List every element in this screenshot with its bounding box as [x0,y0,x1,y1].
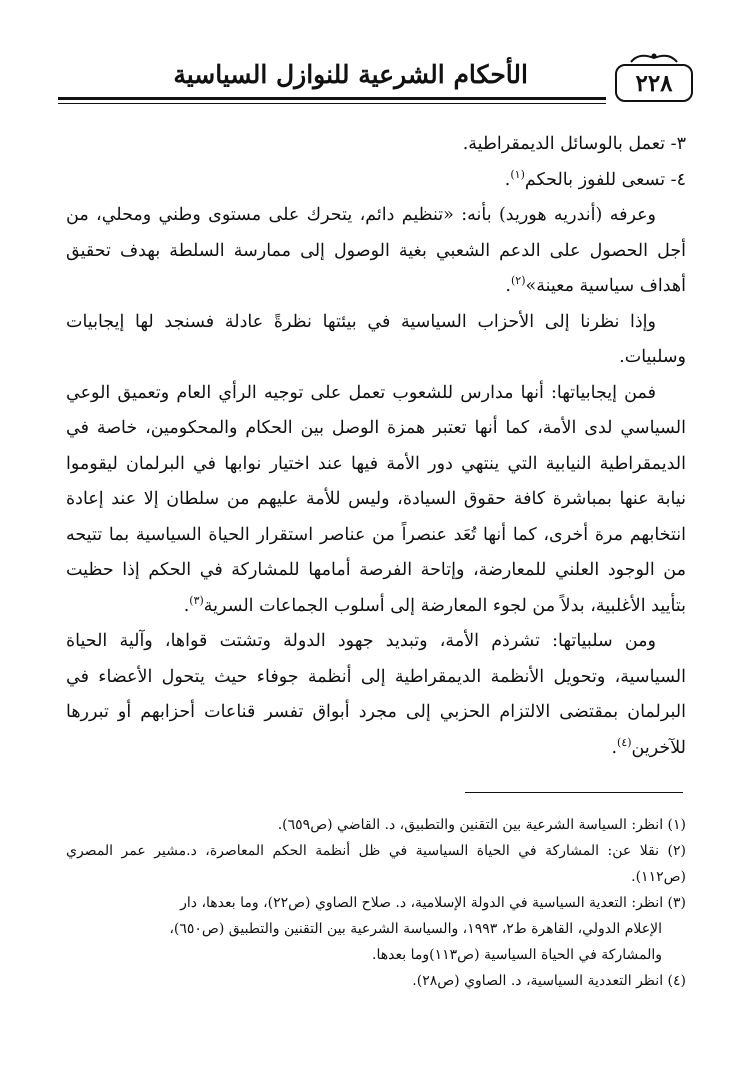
header-rule-thin [58,103,606,104]
running-header [58,52,693,108]
paragraph: وإذا نظرنا إلى الأحزاب السياسية في بيئتها نظرةً عادلة فسنجد لها إيجابيات وسلبيات. [66,311,686,367]
footnote-ref: (٢) [511,274,526,288]
page-number: ٢٢٨ [635,69,673,97]
footnote-continuation: الإعلام الدولي، القاهرة ط٢، ١٩٩٣، والسياسة الشرعية بين التقنين والتطبيق (ص٦٥٠)، [169,921,662,937]
footnote: (٤) انظر التعددية السياسية، د. الصاوي (ص٢٨). [412,973,686,989]
footnote: (٣) انظر: التعدية السياسية في الدولة الإسلامية، د. صلاح الصاوي (ص٢٢)، وما بعدها، دار [180,895,686,911]
footnote-ref: (٣) [189,593,204,607]
footnote: (١) انظر: السياسة الشرعية بين التقنين والتطبيق، د. القاضي (ص٦٥٩). [277,817,686,833]
footnote: (٢) نقلا عن: المشاركة في الحياة السياسية في ظل أنظمة الحكم المعاصرة، د.مشير عمر المصري (ص١١٢). [66,843,686,885]
list-item: ٤- تسعى للفوز بالحكم$^{(١)}$. [504,167,686,190]
main-text [66,127,686,766]
page-number-badge [615,64,693,102]
footnotes [66,812,686,994]
footnote-ref: (١) [510,167,525,181]
footnote-ref: (٤) [617,735,632,749]
header-rule [58,97,606,100]
footnote-continuation: والمشاركة في الحياة السياسية (ص١١٣)وما بعدها. [372,947,662,963]
ornament-icon [629,52,679,64]
paragraph: ومن سلبياتها: تشرذم الأمة، وتبديد جهود الدولة وتشتت قواها، وآلية الحياة السياسية، وتحويل الأنظمة الديمقراطية إلى أنظمة جوفاء حيث يتحول الأعضاء في البرلمان بمقتضى الالتزام الحزبي إلى مجرد أبواق تفسر قناعات أحزابهم أو تبررها للآخرين$^{(٤)}$. [66,631,686,758]
paragraph: فمن إيجابياتها: أنها مدارس للشعوب تعمل على توجيه الرأي العام وتعميق الوعي السياسي لدى الأمة، كما أنها تعتبر همزة الوصل بين الحكام والمحكومين، خاصة في الديمقراطية النيابية التي ينتهي دور الأمة فيها عند اختيار نوابها في البرلمان ليقوموا نيابة عنها بمباشرة كافة حقوق السيادة، وليس للأمة عليهم من سلطان إلا عند إعادة انتخابهم مرة أخرى، كما أنها تُعَد عنصراً من عناصر استقرار الحياة السياسية بما تتيحه من الوجود العلني للمعارضة، وإتاحة الفرصة أمامها للمشاركة في الحكم إذا حظيت بتأييد الأغلبية، بدلاً من لجوء المعارضة إلى أسلوب الجماعات السرية$^{(٣)}$. [66,382,686,616]
footnote-separator [465,792,683,793]
book-title: الأحكام الشرعية للنوازل السياسية [173,60,528,89]
list-item: ٣- تعمل بالوسائل الديمقراطية. [462,134,686,154]
paragraph: وعرفه (أندريه هوريد) بأنه: «تنظيم دائم، يتحرك على مستوى وطني ومحلي، من أجل الحصول على الدعم الشعبي بغية الوصول إلى ممارسة السلطة بهدف تحقيق أهداف سياسية معينة»$^{(٢)}$. [66,205,686,296]
